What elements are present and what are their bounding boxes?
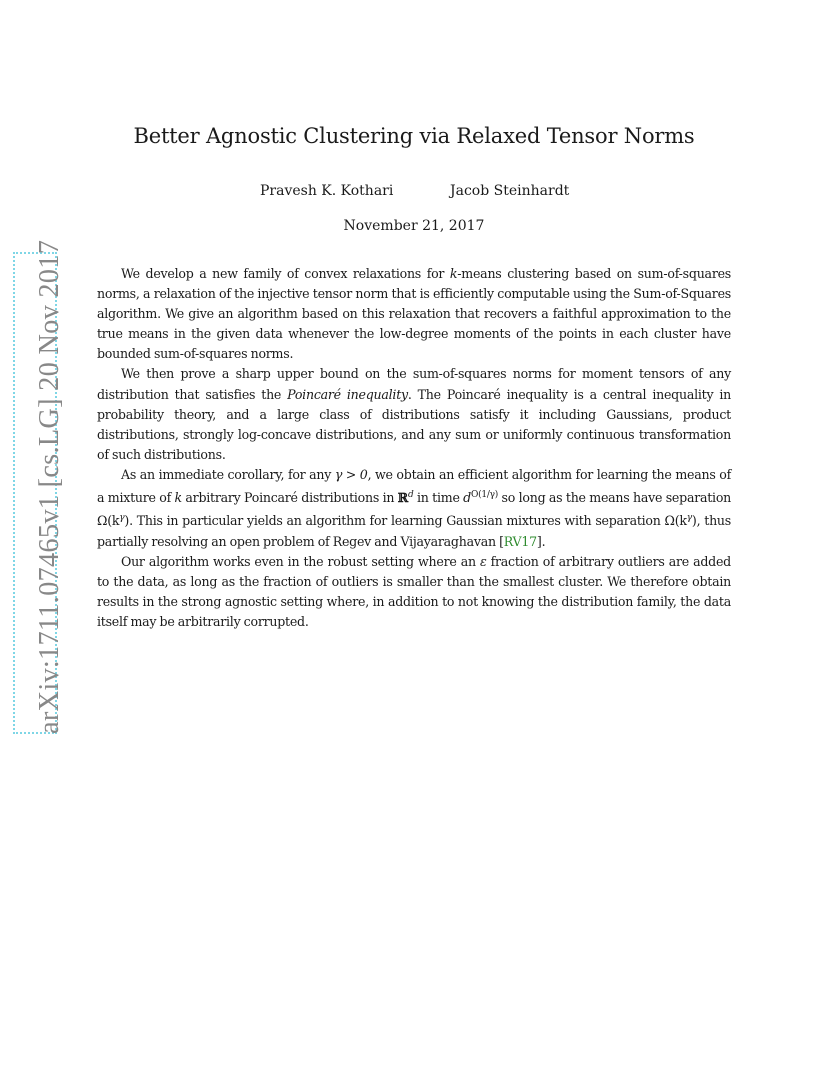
publication-date: November 21, 2017 [343,218,485,234]
abstract-paragraph: As an immediate corollary, for any γ > 0, we obtain an efficient algorithm for learning the means of a mixture of k arbitrary Poincaré distributions in ℝ$^d$ in time $d^{O(1/\gamma)}$ so long as the means have separation $\Omega(k^\gamma)$. This in particular yields an algorithm for learning Gaussian mixtures with separation $\Omega(k^\gamma)$, thus partially resolving an open problem of Regev and Vijayaraghavan [RV17]. [97,466,732,549]
arxiv-identifier: arXiv:1711.07465v1 [cs.LG] 20 Nov 2017 [34,239,65,734]
citation-link[interactable]: RV17 [503,533,537,549]
author-name: Pravesh K. Kothari [260,183,394,199]
abstract-paragraph: We develop a new family of convex relaxations for k-means clustering based on sum-of-squares norms, a relaxation of the injective tensor norm that is efficiently computable using the Sum-of-Squares algorithm. We give an algorithm based on this relaxation that recovers a faithful approximation to the true means in the given data whenever the low-degree moments of the points in each cluster have bounded sum-of-squares norms. [97,266,731,362]
abstract-paragraph: We then prove a sharp upper bound on the sum-of-squares norms for moment tensors of any distribution that satisfies the Poincaré inequality. The Poincaré inequality is a central inequality in probability theory, and a large class of distributions satisfy it including Gaussians, product distributions, strongly log-concave distributions, and any sum or uniformly continuous transformation of such distributions. [97,366,731,462]
abstract-paragraph: Our algorithm works even in the robust setting where an ε fraction of arbitrary outliers are added to the data, as long as the fraction of outliers is smaller than the smallest cluster. We therefore obtain results in the strong agnostic setting where, in addition to not knowing the distribution family, the data itself may be arbitrarily corrupted. [97,553,731,629]
abstract [97,264,731,632]
paper-title: Better Agnostic Clustering via Relaxed Tensor Norms [133,124,695,148]
author-name: Jacob Steinhardt [450,183,570,199]
